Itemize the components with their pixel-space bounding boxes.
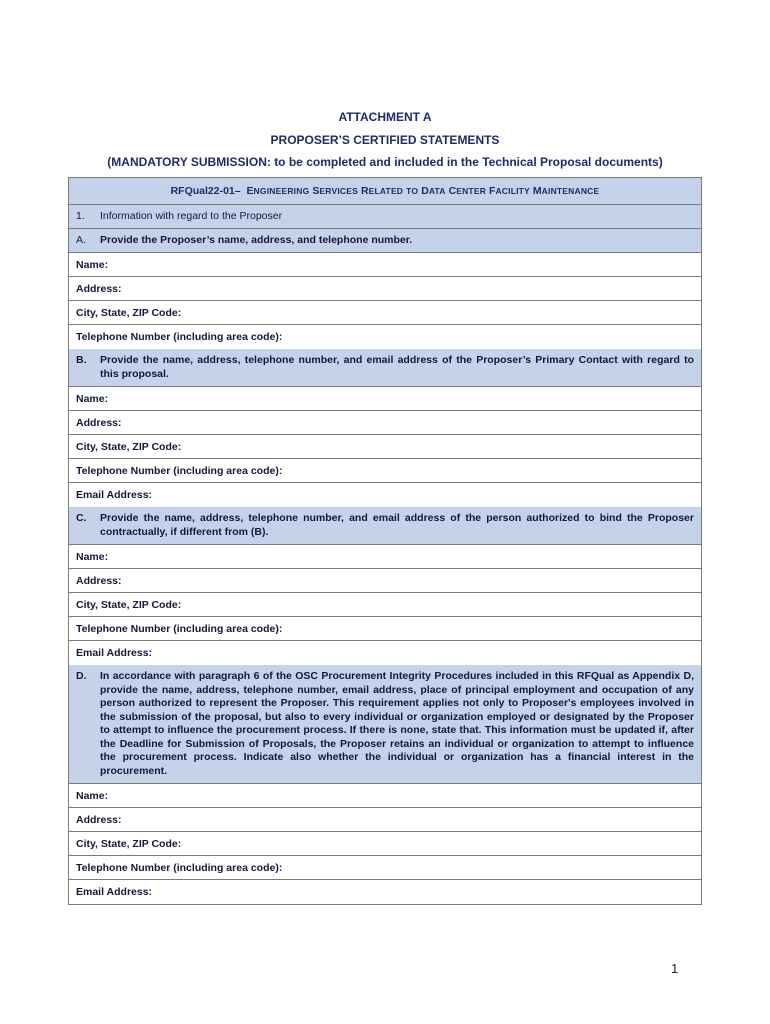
field-row[interactable] <box>69 641 701 665</box>
field-row[interactable] <box>69 617 701 641</box>
section-b-row <box>69 349 701 387</box>
section-c-row <box>69 507 701 545</box>
field-row[interactable] <box>69 325 701 349</box>
submission-note: (MANDATORY SUBMISSION: to be completed and included in the Technical Proposal documents) <box>107 155 663 169</box>
title-word-initial: R <box>360 185 369 197</box>
title-word-initial: M <box>532 185 542 197</box>
field-label: City, State, ZIP Code: <box>76 306 182 319</box>
title-word-rest: AINTENANCE <box>541 186 600 196</box>
field-label: Email Address: <box>76 647 153 659</box>
title-word <box>489 185 530 197</box>
certified-statements-form <box>68 177 702 905</box>
field-row[interactable] <box>69 253 701 277</box>
field-row[interactable] <box>69 301 701 325</box>
field-label: Name: <box>76 550 109 563</box>
title-word <box>406 185 418 197</box>
field-label: Name: <box>76 789 109 802</box>
table-title-row <box>69 178 701 205</box>
field-label: Email Address: <box>76 886 153 898</box>
field-label: City, State, ZIP Code: <box>76 598 182 611</box>
field-row[interactable] <box>69 459 701 483</box>
section-letter: D. <box>76 670 87 682</box>
section-d-row <box>69 665 701 784</box>
field-row[interactable] <box>69 435 701 459</box>
attachment-heading: ATTACHMENT A <box>338 110 432 124</box>
field-row[interactable] <box>69 856 701 880</box>
field-row[interactable] <box>69 593 701 617</box>
field-label: Telephone Number (including area code): <box>76 331 283 343</box>
field-row[interactable] <box>69 784 701 808</box>
field-row[interactable] <box>69 387 701 411</box>
title-word-rest: NGINEERING <box>253 186 310 196</box>
field-row[interactable] <box>69 808 701 832</box>
title-word <box>247 185 310 197</box>
document-title: PROPOSER’S CERTIFIED STATEMENTS <box>270 133 500 147</box>
title-word-rest: TO <box>406 186 419 196</box>
title-word <box>449 185 486 197</box>
fields-a <box>69 253 701 349</box>
field-label: Address: <box>76 813 122 826</box>
section-text: In accordance with paragraph 6 of the OSC Procurement Integrity Procedures included in this RFQual as Appendix D, provide the name, address, telephone number, email address, place of principal employment and occupation of any person authorized to represent the Proposer. This requirement applies not only to Proposer's employees involved in the submission of the proposal, but also to every individual or organization employed or designated by the Proposer to attempt to influence the procurement process. If there is none, state that. This information must be updated if, after the Deadline for Submission of Proposals, the Proposer retains an individual or organization to attempt to influence the procurement process. Indicate also whether the individual or organization has a financial interest in the procurement. <box>100 670 694 777</box>
section-text: Provide the Proposer’s name, address, and telephone number. <box>100 233 413 246</box>
section-letter: A. <box>76 233 86 246</box>
title-word-rest: ATA <box>428 186 446 196</box>
field-row[interactable] <box>69 880 701 904</box>
table-title <box>171 185 600 197</box>
title-word-initial: S <box>312 185 320 197</box>
field-label: Name: <box>76 258 109 271</box>
field-label: Address: <box>76 416 122 429</box>
section-text: Provide the name, address, telephone number, and email address of the person authorized to bind the Proposer contractually, if different from (B). <box>100 512 694 538</box>
title-word-rest: ENTER <box>456 186 487 196</box>
title-words <box>244 185 600 197</box>
field-row[interactable] <box>69 832 701 856</box>
field-row[interactable] <box>69 545 701 569</box>
field-label: Address: <box>76 574 122 587</box>
title-word <box>312 185 358 197</box>
section-text: Information with regard to the Proposer <box>100 209 283 222</box>
title-word-rest: ACILITY <box>495 186 530 196</box>
field-row[interactable] <box>69 277 701 301</box>
title-word-initial: C <box>448 185 457 197</box>
title-word-rest: ERVICES <box>319 186 358 196</box>
section-1-row <box>69 205 701 229</box>
title-word-initial: D <box>421 185 429 197</box>
section-letter: C. <box>76 512 87 524</box>
fields-b <box>69 387 701 507</box>
field-label: Email Address: <box>76 489 153 501</box>
title-word-initial: F <box>489 185 496 197</box>
title-word-initial: E <box>246 185 254 197</box>
field-label: City, State, ZIP Code: <box>76 837 182 850</box>
section-text: Provide the name, address, telephone number, and email address of the Proposer’s Primary Contact with regard to this proposal. <box>100 354 694 380</box>
field-label: City, State, ZIP Code: <box>76 440 182 453</box>
section-a-row <box>69 229 701 253</box>
field-label: Telephone Number (including area code): <box>76 861 283 874</box>
fields-d <box>69 784 701 904</box>
field-label: Telephone Number (including area code): <box>76 622 283 635</box>
title-word <box>533 185 599 197</box>
title-word <box>421 185 445 197</box>
title-word <box>361 185 403 197</box>
section-letter: B. <box>76 354 87 366</box>
section-number: 1. <box>76 209 85 222</box>
field-row[interactable] <box>69 411 701 435</box>
field-label: Name: <box>76 392 109 405</box>
page-number: 1 <box>671 961 679 976</box>
field-row[interactable] <box>69 569 701 593</box>
field-label: Telephone Number (including area code): <box>76 464 283 477</box>
title-word-rest: ELATED <box>368 186 404 196</box>
field-label: Address: <box>76 282 122 295</box>
title-prefix: RFQual22-01– <box>170 185 241 197</box>
fields-c <box>69 545 701 665</box>
field-row[interactable] <box>69 483 701 507</box>
